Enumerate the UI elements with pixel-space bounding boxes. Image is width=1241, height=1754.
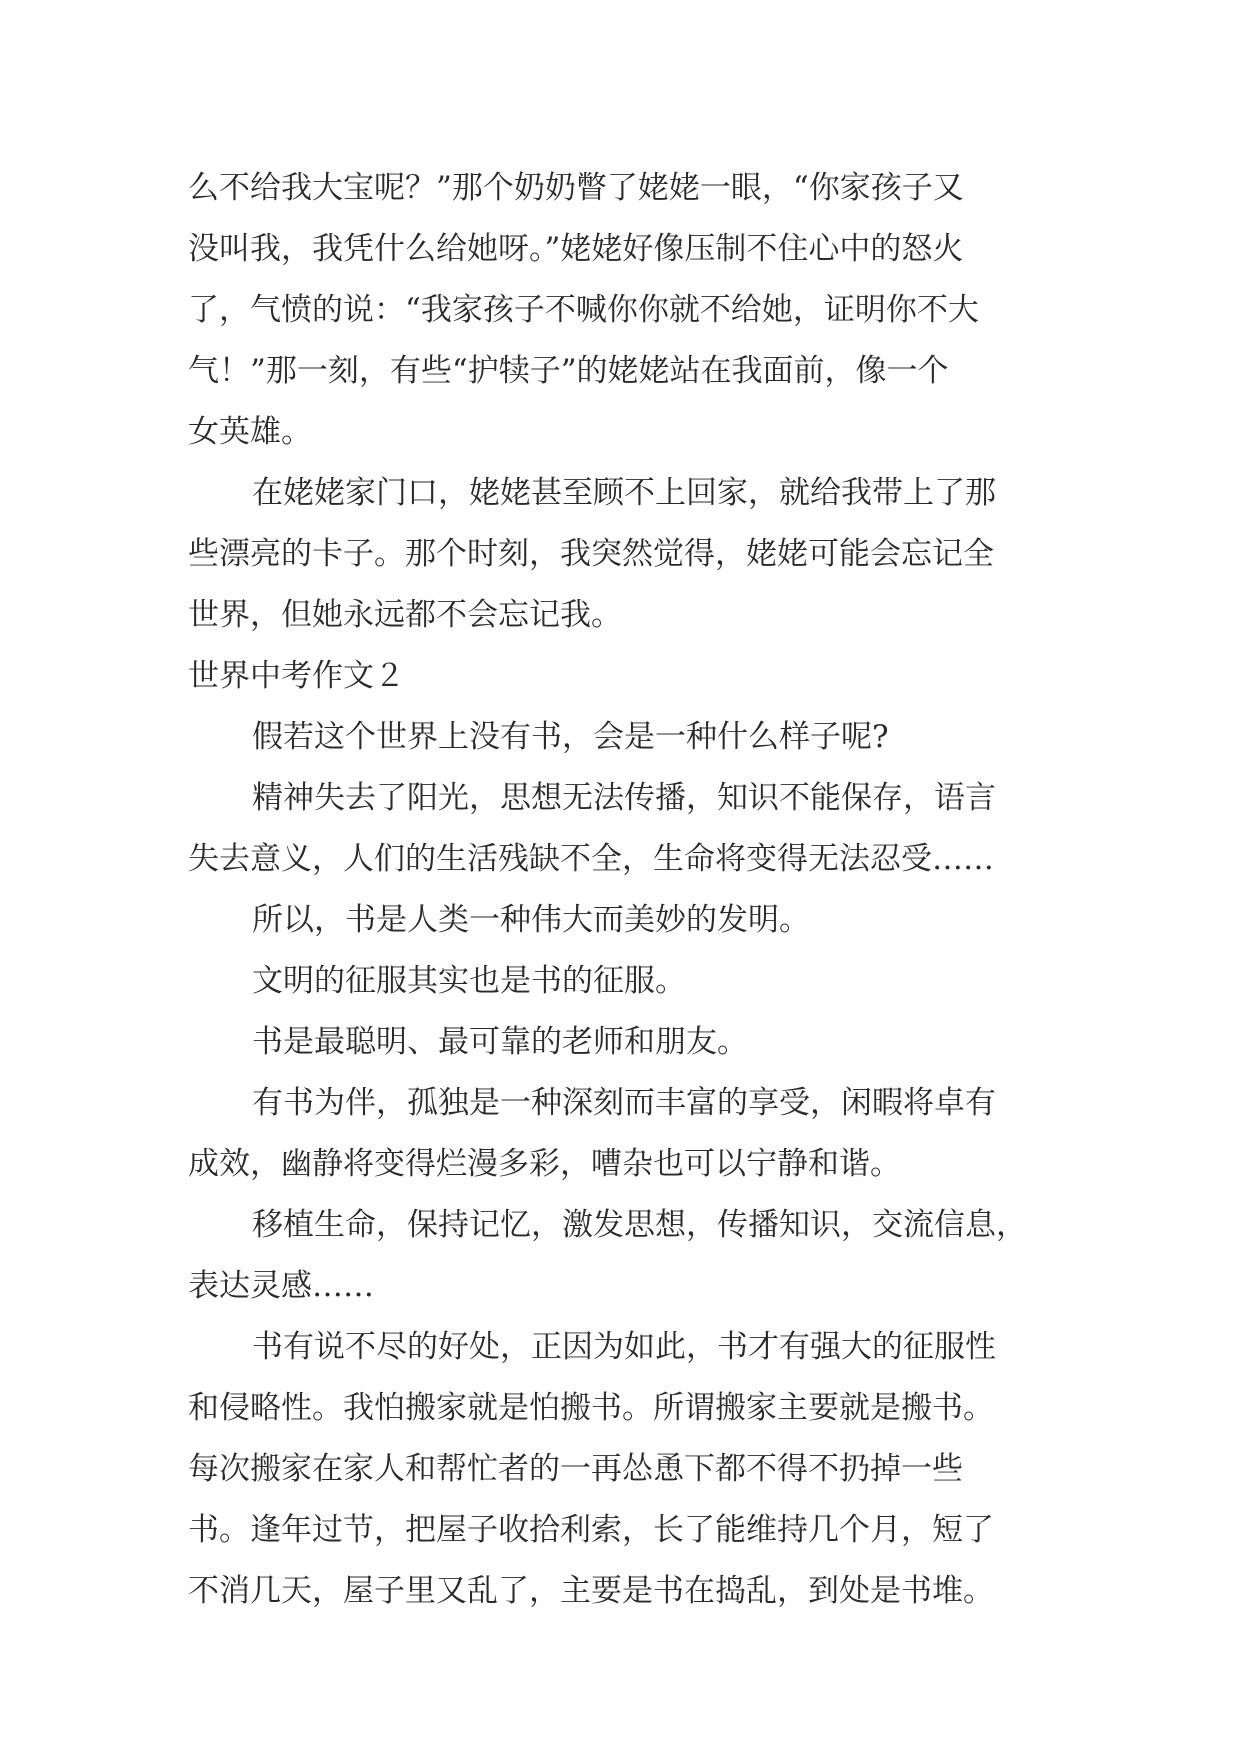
document-body xyxy=(188,158,1068,1622)
text-line: 了，气愤的说：“我家孩子不喊你你就不给她，证明你不大 xyxy=(188,292,979,328)
paragraph-start-line: 在姥姥家门口，姥姥甚至顾不上回家，就给我带上了那 xyxy=(252,475,996,511)
paragraph-start-line: 书是最聪明、最可靠的老师和朋友。 xyxy=(252,1024,748,1060)
paragraph-start-line: 精神失去了阳光，思想无法传播，知识不能保存，语言 xyxy=(252,780,996,816)
text-line: 没叫我，我凭什么给她呀。”姥姥好像压制不住心中的怒火 xyxy=(188,231,964,267)
text-line: 气！”那一刻，有些“护犊子”的姥姥站在我面前，像一个 xyxy=(188,353,949,389)
paragraph-start-line: 书有说不尽的好处，正因为如此，书才有强大的征服性 xyxy=(252,1329,996,1365)
text-line: 不消几天，屋子里又乱了，主要是书在捣乱，到处是书堆。 xyxy=(188,1573,994,1609)
text-line: 和侵略性。我怕搬家就是怕搬书。所谓搬家主要就是搬书。 xyxy=(188,1390,994,1426)
text-line: 成效，幽静将变得烂漫多彩，嘈杂也可以宁静和谐。 xyxy=(188,1146,901,1182)
paragraph-start-line: 移植生命，保持记忆，激发思想，传播知识，交流信息， xyxy=(252,1207,1027,1243)
text-line: 每次搬家在家人和帮忙者的一再怂恿下都不得不扔掉一些 xyxy=(188,1451,963,1487)
text-line: 女英雄。 xyxy=(188,414,312,450)
text-line: 世界，但她永远都不会忘记我。 xyxy=(188,597,622,633)
text-line: 么不给我大宝呢？”那个奶奶瞥了姥姥一眼，“你家孩子又 xyxy=(188,170,964,206)
paragraph-start-line: 有书为伴，孤独是一种深刻而丰富的享受，闲暇将卓有 xyxy=(252,1085,996,1121)
text-line: 书。逢年过节，把屋子收拾利索，长了能维持几个月，短了 xyxy=(188,1512,994,1548)
paragraph-start-line: 假若这个世界上没有书，会是一种什么样子呢? xyxy=(252,719,889,755)
text-line: 表达灵感…… xyxy=(188,1268,374,1304)
paragraph-start-line: 所以，书是人类一种伟大而美妙的发明。 xyxy=(252,902,810,938)
text-line: 失去意义，人们的生活残缺不全，生命将变得无法忍受…… xyxy=(188,841,994,877)
paragraph-start-line: 文明的征服其实也是书的征服。 xyxy=(252,963,686,999)
section-heading: 世界中考作文２ xyxy=(188,658,405,694)
text-line: 些漂亮的卡子。那个时刻，我突然觉得，姥姥可能会忘记全 xyxy=(188,536,994,572)
